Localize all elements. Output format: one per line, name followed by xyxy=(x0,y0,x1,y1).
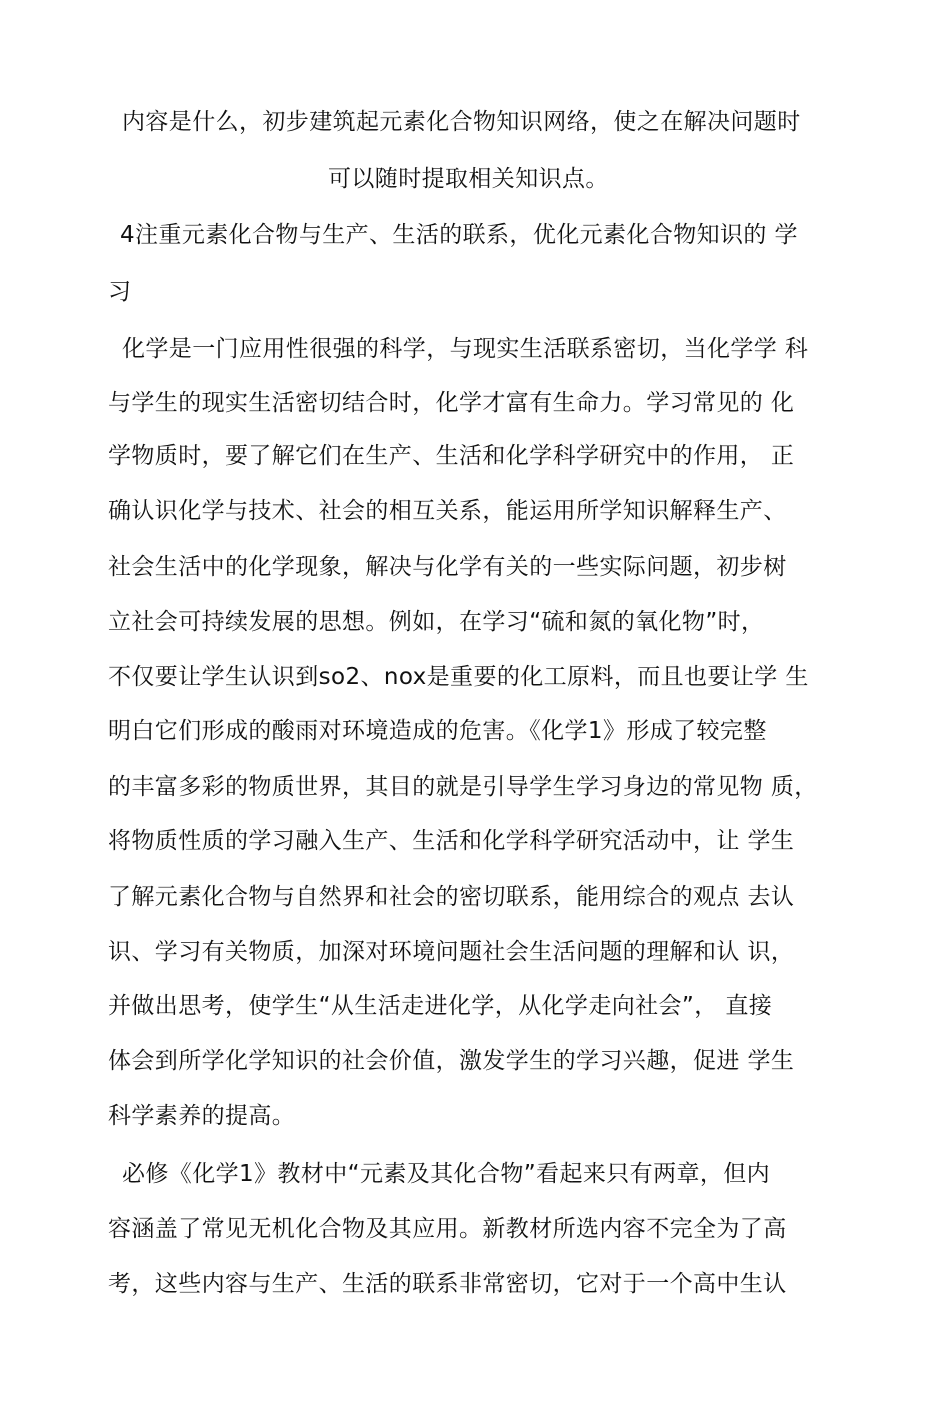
text-line: 的丰富多彩的物质世界，其目的就是引导学生学习身边的常见物 质， xyxy=(108,774,818,800)
text-line: 与学生的现实生活密切结合时，化学才富有生命力。学习常见的 化 xyxy=(108,390,795,416)
section-heading: 4注重元素化合物与生产、生活的联系，优化元素化合物知识的 学 xyxy=(120,222,798,248)
text-line: 化学是一门应用性很强的科学，与现实生活联系密切，当化学学 科 xyxy=(122,336,809,362)
text-line: 学物质时，要了解它们在生产、生活和化学科学研究中的作用， 正 xyxy=(108,443,795,469)
text-line: 必修《化学1》教材中“元素及其化合物”看起来只有两章，但内 xyxy=(122,1161,771,1187)
text-line: 不仅要让学生认识到so2、nox是重要的化工原料，而且也要让学 生 xyxy=(108,664,809,690)
text-line: 立社会可持续发展的思想。例如，在学习“硫和氮的氧化物”时， xyxy=(108,609,765,635)
text-line: 内容是什么，初步建筑起元素化合物知识网络，使之在解决问题时 xyxy=(122,109,801,135)
text-line: 可以随时提取相关知识点。 xyxy=(328,166,609,192)
text-line: 体会到所学化学知识的社会价值，激发学生的学习兴趣，促进 学生 xyxy=(108,1048,795,1074)
text-line: 确认识化学与技术、社会的相互关系，能运用所学知识解释生产、 xyxy=(108,498,787,524)
text-line: 识、学习有关物质，加深对环境问题社会生活问题的理解和认 识， xyxy=(108,939,795,965)
text-line: 了解元素化合物与自然界和社会的密切联系，能用综合的观点 去认 xyxy=(108,884,795,910)
text-line: 并做出思考，使学生“从生活走进化学，从化学走向社会”， 直接 xyxy=(108,993,773,1019)
text-line: 容涵盖了常见无机化合物及其应用。新教材所选内容不完全为了高 xyxy=(108,1216,787,1242)
text-line: 考，这些内容与生产、生活的联系非常密切，它对于一个高中生认 xyxy=(108,1271,787,1297)
text-line: 科学素养的提高。 xyxy=(108,1103,296,1129)
text-line: 明白它们形成的酸雨对环境造成的危害。《化学1》形成了较完整 xyxy=(108,718,767,744)
text-line: 社会生活中的化学现象，解决与化学有关的一些实际问题，初步树 xyxy=(108,554,787,580)
text-line: 将物质性质的学习融入生产、生活和化学科学研究活动中，让 学生 xyxy=(108,828,795,854)
section-heading: 习 xyxy=(108,279,132,305)
